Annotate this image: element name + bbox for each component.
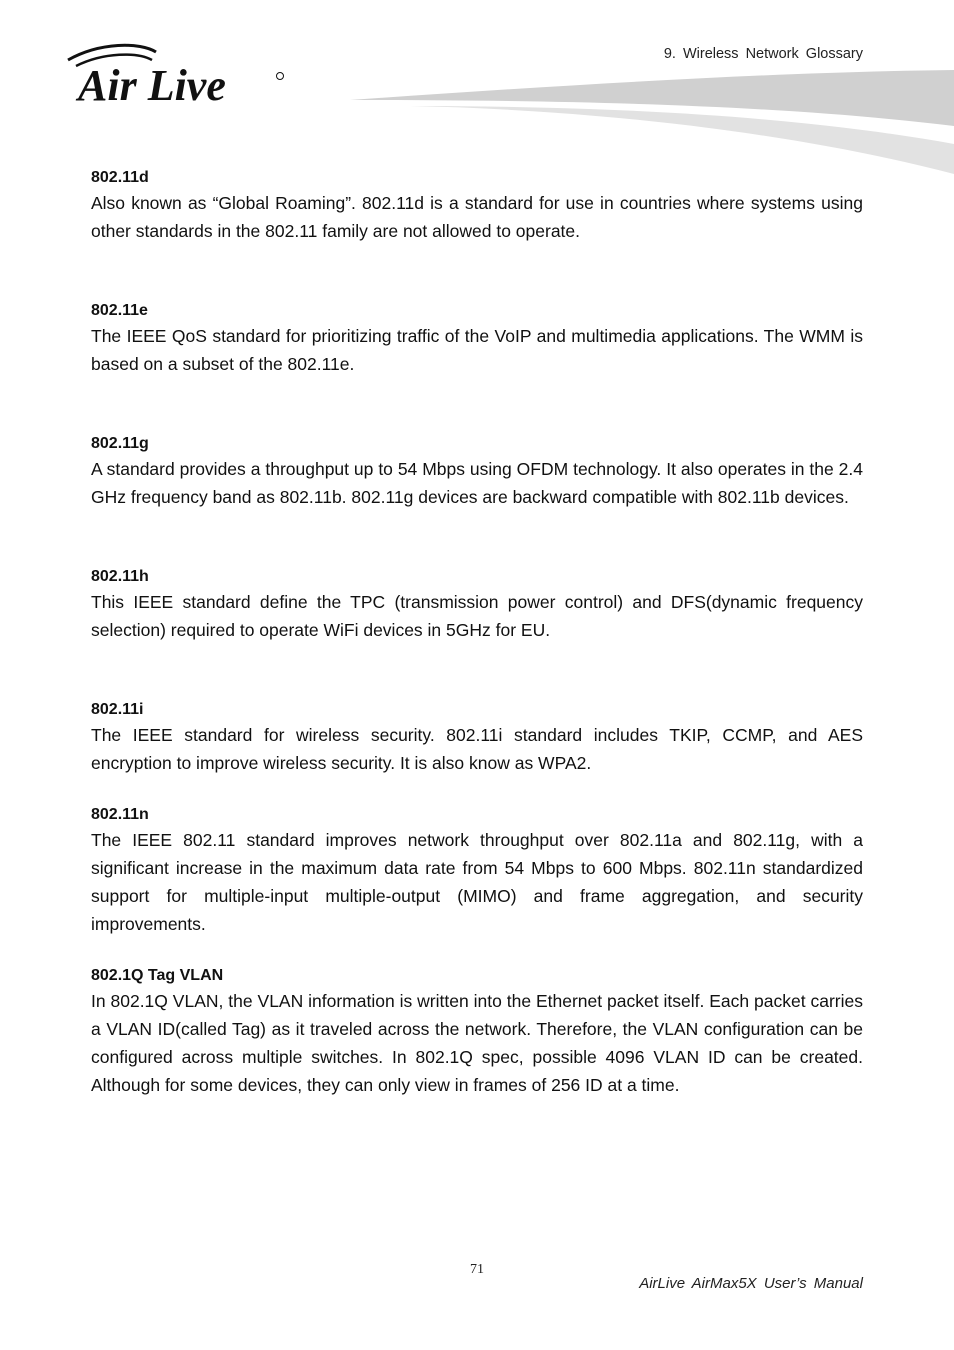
- entry-description: The IEEE 802.11 standard improves network throughput over 802.11a and 802.11g, with a significant increase in the maximum data rate from 54 Mbps to 600 Mbps. 802.11n standardized support for multiple-input multiple-output (MIMO) and frame aggregation, and security improvements.: [91, 830, 863, 934]
- chapter-title: 9. Wireless Network Glossary: [663, 46, 863, 62]
- glossary-entry: [91, 566, 863, 644]
- airlive-logo: [60, 40, 290, 110]
- glossary-entry: [91, 433, 863, 511]
- entry-description: In 802.1Q VLAN, the VLAN information is written into the Ethernet packet itself. Each packet carries a VLAN ID(called Tag) as it traveled across the network. Therefore, the VLAN configuration can be configured across multiple switches. In 802.1Q spec, possible 4096 VLAN ID can be created. Although for some devices, they can only view in frames of 256 ID at a time.: [91, 991, 863, 1095]
- header-swoosh-decoration: [350, 66, 954, 176]
- entry-description: Also known as “Global Roaming”. 802.11d is a standard for use in countries where systems using other standards in the 802.11 family are not allowed to operate.: [91, 193, 863, 241]
- svg-text:Air Live: Air Live: [78, 61, 226, 110]
- entry-term: 802.11h: [91, 568, 149, 585]
- entry-term: 802.11d: [91, 169, 149, 186]
- glossary-content: [91, 167, 863, 1099]
- glossary-entry: [91, 300, 863, 378]
- glossary-entry: [91, 699, 863, 777]
- entry-description: The IEEE standard for wireless security. 802.11i standard includes TKIP, CCMP, and AES encryption to improve wireless security. It is also know as WPA2.: [91, 725, 863, 773]
- spacer: [91, 644, 863, 699]
- entry-term: 802.11n: [91, 806, 149, 823]
- entry-description: The IEEE QoS standard for prioritizing traffic of the VoIP and multimedia applications. The WMM is based on a subset of the 802.11e.: [91, 326, 863, 374]
- glossary-entry: [91, 167, 863, 245]
- spacer: [91, 511, 863, 566]
- entry-term: 802.1Q Tag VLAN: [91, 967, 224, 984]
- entry-term: 802.11i: [91, 701, 144, 718]
- glossary-entry: [91, 804, 863, 938]
- spacer: [91, 245, 863, 300]
- page-number: 71: [470, 1262, 484, 1277]
- entry-term: 802.11g: [91, 435, 149, 452]
- entry-description: A standard provides a throughput up to 54 Mbps using OFDM technology. It also operates in the 2.4 GHz frequency band as 802.11b. 802.11g devices are backward compatible with 802.11b devices.: [91, 459, 863, 507]
- glossary-entry: [91, 965, 863, 1099]
- manual-title: AirLive AirMax5X User’s Manual: [639, 1275, 863, 1292]
- spacer: [91, 938, 863, 965]
- entry-term: 802.11e: [91, 302, 148, 319]
- entry-description: This IEEE standard define the TPC (transmission power control) and DFS(dynamic frequency selection) required to operate WiFi devices in 5GHz for EU.: [91, 592, 863, 640]
- spacer: [91, 378, 863, 433]
- spacer: [91, 777, 863, 804]
